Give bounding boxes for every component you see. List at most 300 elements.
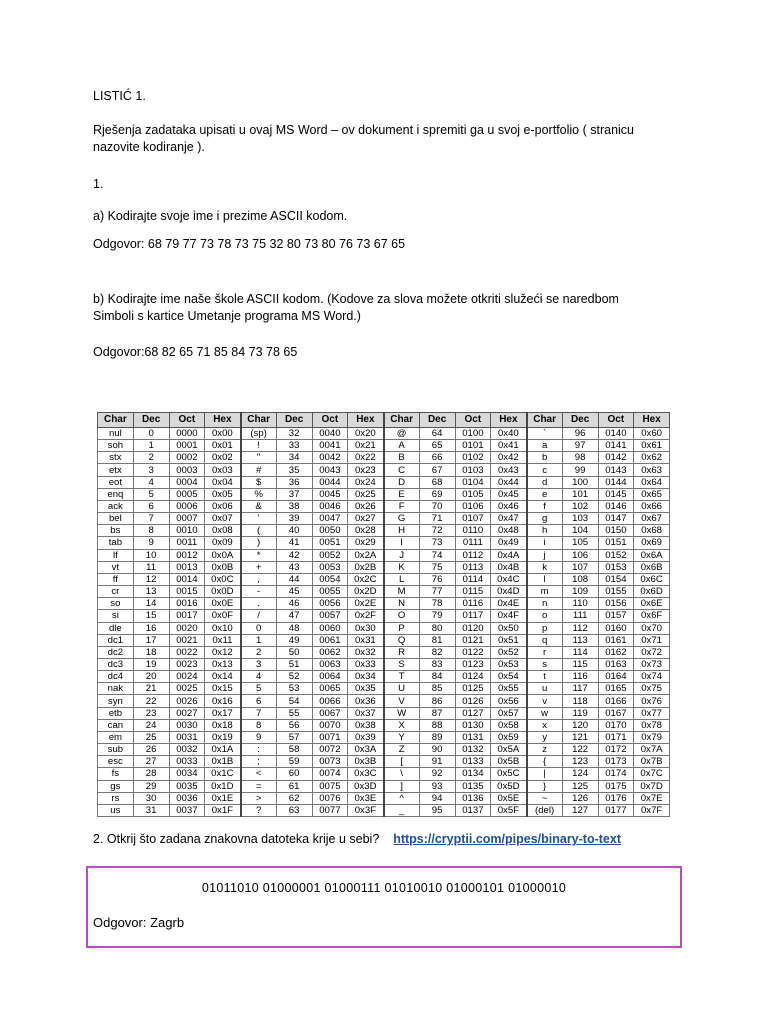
ascii-cell: dc3 [98, 658, 134, 670]
ascii-cell: 0x27 [348, 513, 384, 525]
ascii-cell: 69 [419, 488, 455, 500]
ascii-cell: 0x6E [634, 598, 670, 610]
ascii-cell: 0x39 [348, 731, 384, 743]
ascii-cell: X [384, 719, 420, 731]
ascii-cell: 57 [276, 731, 312, 743]
ascii-cell: 0006 [169, 500, 205, 512]
ascii-cell: p [527, 622, 563, 634]
ascii-cell: V [384, 695, 420, 707]
ascii-cell: 58 [276, 744, 312, 756]
ascii-cell: 107 [562, 561, 598, 573]
ascii-cell: 15 [133, 610, 169, 622]
ascii-cell: I [384, 537, 420, 549]
task-2-answer[interactable]: Odgovor: Zagrb [93, 915, 185, 930]
ascii-cell: 114 [562, 646, 598, 658]
ascii-cell: 0x49 [491, 537, 527, 549]
ascii-cell: 109 [562, 586, 598, 598]
ascii-cell: 0015 [169, 586, 205, 598]
ascii-cell: 0022 [169, 646, 205, 658]
ascii-cell: 0051 [312, 537, 348, 549]
ascii-cell: M [384, 586, 420, 598]
ascii-cell: a [527, 440, 563, 452]
ascii-cell: 0x1E [205, 792, 241, 804]
ascii-cell: 66 [419, 452, 455, 464]
ascii-table-row [98, 476, 670, 488]
ascii-cell: 0x41 [491, 440, 527, 452]
ascii-cell: 0112 [455, 549, 491, 561]
ascii-cell: 0x4D [491, 586, 527, 598]
ascii-cell: } [527, 780, 563, 792]
ascii-cell: 8 [241, 719, 277, 731]
ascii-cell: s [527, 658, 563, 670]
ascii-cell: 0173 [598, 756, 634, 768]
ascii-cell: 0003 [169, 464, 205, 476]
ascii-cell: b [527, 452, 563, 464]
ascii-cell: 0055 [312, 586, 348, 598]
ascii-col-header: Char [527, 413, 563, 428]
ascii-cell: 0x3F [348, 804, 384, 816]
ascii-cell: 61 [276, 780, 312, 792]
ascii-cell: 0154 [598, 573, 634, 585]
ascii-cell: 0x15 [205, 683, 241, 695]
ascii-cell: 102 [562, 500, 598, 512]
ascii-table-row [98, 537, 670, 549]
ascii-table-row [98, 768, 670, 780]
ascii-cell: syn [98, 695, 134, 707]
ascii-cell: 0x78 [634, 719, 670, 731]
ascii-cell: * [241, 549, 277, 561]
ascii-cell: 0x40 [491, 428, 527, 440]
ascii-cell: 0x0C [205, 573, 241, 585]
ascii-cell: 14 [133, 598, 169, 610]
ascii-cell: 117 [562, 683, 598, 695]
ascii-cell: 54 [276, 695, 312, 707]
ascii-cell: ff [98, 573, 134, 585]
ascii-cell: 86 [419, 695, 455, 707]
ascii-cell: 0x47 [491, 513, 527, 525]
ascii-cell: 125 [562, 780, 598, 792]
ascii-cell: tab [98, 537, 134, 549]
task-1a-question: a) Kodirajte svoje ime i prezime ASCII kodom. [93, 209, 348, 223]
ascii-cell: 0x4C [491, 573, 527, 585]
ascii-cell: 91 [419, 756, 455, 768]
ascii-cell: 0053 [312, 561, 348, 573]
ascii-cell: 0043 [312, 464, 348, 476]
ascii-cell: 0120 [455, 622, 491, 634]
ascii-cell: sub [98, 744, 134, 756]
ascii-cell: 68 [419, 476, 455, 488]
ascii-cell: ] [384, 780, 420, 792]
ascii-cell: 0174 [598, 768, 634, 780]
ascii-cell: W [384, 707, 420, 719]
ascii-cell: 0127 [455, 707, 491, 719]
ascii-cell: 70 [419, 500, 455, 512]
ascii-cell: 52 [276, 671, 312, 683]
ascii-cell: % [241, 488, 277, 500]
ascii-cell: esc [98, 756, 134, 768]
ascii-table-row [98, 440, 670, 452]
ascii-cell: 1 [133, 440, 169, 452]
ascii-cell: ! [241, 440, 277, 452]
ascii-cell: 103 [562, 513, 598, 525]
ascii-cell: 106 [562, 549, 598, 561]
ascii-cell: 7 [241, 707, 277, 719]
ascii-cell: 2 [133, 452, 169, 464]
ascii-table-row [98, 452, 670, 464]
ascii-cell: ? [241, 804, 277, 816]
ascii-cell: F [384, 500, 420, 512]
ascii-cell: | [527, 768, 563, 780]
ascii-cell: 19 [133, 658, 169, 670]
task-1b-answer[interactable]: Odgovor:68 82 65 71 85 84 73 78 65 [93, 345, 298, 359]
ascii-cell: 0156 [598, 598, 634, 610]
ascii-cell: 124 [562, 768, 598, 780]
ascii-cell: 0x16 [205, 695, 241, 707]
ascii-cell: 32 [276, 428, 312, 440]
ascii-cell: rs [98, 792, 134, 804]
ascii-cell: & [241, 500, 277, 512]
ascii-cell: , [241, 573, 277, 585]
ascii-table-row [98, 731, 670, 743]
ascii-cell: 0150 [598, 525, 634, 537]
ascii-cell: 83 [419, 658, 455, 670]
ascii-cell: 88 [419, 719, 455, 731]
ascii-cell: 0x42 [491, 452, 527, 464]
ascii-cell: 65 [419, 440, 455, 452]
ascii-cell: 43 [276, 561, 312, 573]
ascii-cell: 0057 [312, 610, 348, 622]
ascii-cell: 0071 [312, 731, 348, 743]
ascii-cell: S [384, 658, 420, 670]
ascii-cell: 6 [241, 695, 277, 707]
ascii-cell: 0x00 [205, 428, 241, 440]
ascii-cell: 63 [276, 804, 312, 816]
ascii-cell: 73 [419, 537, 455, 549]
ascii-cell: (sp) [241, 428, 277, 440]
ascii-cell: 0x64 [634, 476, 670, 488]
ascii-cell: 0x6A [634, 549, 670, 561]
ascii-cell: 0x51 [491, 634, 527, 646]
ascii-cell: 82 [419, 646, 455, 658]
ascii-cell: ^ [384, 792, 420, 804]
ascii-cell: 5 [241, 683, 277, 695]
ascii-cell: 0x74 [634, 671, 670, 683]
ascii-cell: 0x53 [491, 658, 527, 670]
ascii-cell: bel [98, 513, 134, 525]
ascii-cell: 0x75 [634, 683, 670, 695]
ascii-cell: 115 [562, 658, 598, 670]
ascii-cell: 0x2D [348, 586, 384, 598]
ascii-cell: 0103 [455, 464, 491, 476]
ascii-cell: 4 [133, 476, 169, 488]
ascii-cell: so [98, 598, 134, 610]
ascii-table-row [98, 561, 670, 573]
ascii-cell: 93 [419, 780, 455, 792]
ascii-table-row [98, 525, 670, 537]
ascii-table-row [98, 622, 670, 634]
ascii-cell: 47 [276, 610, 312, 622]
ascii-cell: 0x57 [491, 707, 527, 719]
ascii-cell: 25 [133, 731, 169, 743]
ascii-cell: 0x60 [634, 428, 670, 440]
ascii-cell: 0x43 [491, 464, 527, 476]
ascii-cell: l [527, 573, 563, 585]
ascii-cell: 0013 [169, 561, 205, 573]
ascii-cell: # [241, 464, 277, 476]
ascii-cell: 0014 [169, 573, 205, 585]
ascii-cell: 122 [562, 744, 598, 756]
ascii-cell: 3 [241, 658, 277, 670]
ascii-cell: L [384, 573, 420, 585]
ascii-cell: 0x2B [348, 561, 384, 573]
ascii-table-row [98, 646, 670, 658]
ascii-cell: 0x0D [205, 586, 241, 598]
ascii-table-row [98, 671, 670, 683]
instructions-line-2: nazovite kodiranje ). [93, 140, 205, 154]
ascii-cell: f [527, 500, 563, 512]
ascii-cell: 0x73 [634, 658, 670, 670]
ascii-cell: 0x6C [634, 573, 670, 585]
ascii-cell: + [241, 561, 277, 573]
ascii-cell: 0145 [598, 488, 634, 500]
ascii-table-row [98, 804, 670, 816]
ascii-cell: 37 [276, 488, 312, 500]
ascii-cell: 79 [419, 610, 455, 622]
ascii-cell: 0x3D [348, 780, 384, 792]
ascii-cell: 67 [419, 464, 455, 476]
ascii-cell: 0132 [455, 744, 491, 756]
ascii-cell: B [384, 452, 420, 464]
ascii-cell: can [98, 719, 134, 731]
ascii-cell: 0047 [312, 513, 348, 525]
ascii-cell: g [527, 513, 563, 525]
ascii-cell: 48 [276, 622, 312, 634]
ascii-cell: i [527, 537, 563, 549]
ascii-cell: dc4 [98, 671, 134, 683]
ascii-cell: 80 [419, 622, 455, 634]
ascii-cell: 99 [562, 464, 598, 476]
ascii-cell: 0x14 [205, 671, 241, 683]
instructions-line-1: Rješenja zadataka upisati u ovaj MS Word – ov dokument i spremiti ga u svoj e-portfolio ( stranicu [93, 123, 634, 137]
ascii-cell: 22 [133, 695, 169, 707]
ascii-cell: r [527, 646, 563, 658]
ascii-cell: 40 [276, 525, 312, 537]
ascii-col-header: Oct [169, 413, 205, 428]
ascii-cell: 0066 [312, 695, 348, 707]
ascii-cell: 0130 [455, 719, 491, 731]
ascii-cell: 0007 [169, 513, 205, 525]
ascii-cell: 0x7E [634, 792, 670, 804]
ascii-cell: 0x24 [348, 476, 384, 488]
ascii-cell: v [527, 695, 563, 707]
ascii-table-row [98, 610, 670, 622]
ascii-cell: h [527, 525, 563, 537]
ascii-cell: 33 [276, 440, 312, 452]
ascii-cell: 0x0A [205, 549, 241, 561]
ascii-cell: 0160 [598, 622, 634, 634]
ascii-cell: o [527, 610, 563, 622]
ascii-cell: 50 [276, 646, 312, 658]
ascii-cell: 36 [276, 476, 312, 488]
ascii-cell: 0133 [455, 756, 491, 768]
task-1b-question-line-2: Simboli s kartice Umetanje programa MS Word.) [93, 309, 361, 323]
ascii-cell: 0x56 [491, 695, 527, 707]
ascii-cell: 0135 [455, 780, 491, 792]
ascii-cell: 0107 [455, 513, 491, 525]
ascii-cell: 110 [562, 598, 598, 610]
ascii-cell: 0124 [455, 671, 491, 683]
ascii-cell: 0134 [455, 768, 491, 780]
ascii-cell: 0x3C [348, 768, 384, 780]
ascii-cell: 104 [562, 525, 598, 537]
ascii-cell: P [384, 622, 420, 634]
ascii-cell: 0147 [598, 513, 634, 525]
ascii-cell: 0x30 [348, 622, 384, 634]
ascii-cell: 0101 [455, 440, 491, 452]
ascii-table-body [98, 428, 670, 817]
ascii-cell: 0170 [598, 719, 634, 731]
ascii-cell: 92 [419, 768, 455, 780]
ascii-cell: 0153 [598, 561, 634, 573]
ascii-cell: 0x28 [348, 525, 384, 537]
binary-to-text-link[interactable]: https://cryptii.com/pipes/binary-to-text [393, 832, 621, 846]
ascii-cell: 0020 [169, 622, 205, 634]
ascii-table-row [98, 707, 670, 719]
ascii-col-header: Char [241, 413, 277, 428]
ascii-cell: eot [98, 476, 134, 488]
task-1-number: 1. [93, 177, 104, 191]
ascii-cell: 17 [133, 634, 169, 646]
ascii-cell: 112 [562, 622, 598, 634]
ascii-cell: 0152 [598, 549, 634, 561]
ascii-cell: 62 [276, 792, 312, 804]
ascii-col-header: Hex [634, 413, 670, 428]
ascii-col-header: Hex [491, 413, 527, 428]
ascii-cell: 0137 [455, 804, 491, 816]
ascii-cell: 0x65 [634, 488, 670, 500]
ascii-cell: 0x48 [491, 525, 527, 537]
ascii-cell: 0105 [455, 488, 491, 500]
ascii-cell: 0x03 [205, 464, 241, 476]
ascii-cell: N [384, 598, 420, 610]
ascii-cell: 55 [276, 707, 312, 719]
ascii-cell: 0x5C [491, 768, 527, 780]
ascii-cell: 90 [419, 744, 455, 756]
ascii-cell: 0042 [312, 452, 348, 464]
ascii-col-header: Char [98, 413, 134, 428]
ascii-cell: 94 [419, 792, 455, 804]
ascii-cell: m [527, 586, 563, 598]
ascii-cell: R [384, 646, 420, 658]
ascii-cell: 0046 [312, 500, 348, 512]
ascii-cell: U [384, 683, 420, 695]
ascii-cell: 0x37 [348, 707, 384, 719]
ascii-cell: Q [384, 634, 420, 646]
ascii-cell: 0177 [598, 804, 634, 816]
ascii-col-header: Dec [562, 413, 598, 428]
ascii-cell: E [384, 488, 420, 500]
task-1a-answer[interactable]: Odgovor: 68 79 77 73 78 73 75 32 80 73 80 76 73 67 65 [93, 237, 406, 251]
ascii-cell: 26 [133, 744, 169, 756]
ascii-cell: 0x2A [348, 549, 384, 561]
ascii-table-row [98, 573, 670, 585]
ascii-cell: 0x67 [634, 513, 670, 525]
ascii-cell: 0x06 [205, 500, 241, 512]
ascii-cell: 23 [133, 707, 169, 719]
ascii-cell: > [241, 792, 277, 804]
ascii-cell: 0x1A [205, 744, 241, 756]
ascii-cell: 0x0E [205, 598, 241, 610]
ascii-cell: 0x09 [205, 537, 241, 549]
ascii-cell: 0x2E [348, 598, 384, 610]
ascii-cell: 0x35 [348, 683, 384, 695]
ascii-cell: 0x6F [634, 610, 670, 622]
ascii-cell: 0010 [169, 525, 205, 537]
ascii-col-header: Char [384, 413, 420, 428]
ascii-cell: 72 [419, 525, 455, 537]
ascii-cell: z [527, 744, 563, 756]
ascii-cell: 0000 [169, 428, 205, 440]
ascii-cell: 0x44 [491, 476, 527, 488]
ascii-cell: 0x62 [634, 452, 670, 464]
ascii-cell: 0x10 [205, 622, 241, 634]
ascii-cell: 0073 [312, 756, 348, 768]
ascii-cell: J [384, 549, 420, 561]
ascii-table-header [98, 413, 670, 428]
ascii-cell: 0001 [169, 440, 205, 452]
ascii-cell: 0x0F [205, 610, 241, 622]
ascii-cell: 0x13 [205, 658, 241, 670]
ascii-table-row [98, 549, 670, 561]
ascii-cell: 53 [276, 683, 312, 695]
ascii-cell: 0x5B [491, 756, 527, 768]
ascii-cell: 64 [419, 428, 455, 440]
ascii-cell: 0146 [598, 500, 634, 512]
ascii-col-header: Dec [276, 413, 312, 428]
ascii-cell: 0x38 [348, 719, 384, 731]
ascii-cell: 0x7F [634, 804, 670, 816]
ascii-cell: 0x4F [491, 610, 527, 622]
ascii-cell: 0x23 [348, 464, 384, 476]
ascii-cell: c [527, 464, 563, 476]
ascii-cell: _ [384, 804, 420, 816]
ascii-cell: 0163 [598, 658, 634, 670]
ascii-cell: em [98, 731, 134, 743]
ascii-cell: 0126 [455, 695, 491, 707]
ascii-cell: 0x77 [634, 707, 670, 719]
ascii-cell: C [384, 464, 420, 476]
ascii-cell: 0104 [455, 476, 491, 488]
ascii-cell: 59 [276, 756, 312, 768]
ascii-cell: 0166 [598, 695, 634, 707]
ascii-cell: 35 [276, 464, 312, 476]
ascii-cell: 0x5F [491, 804, 527, 816]
ascii-cell: 4 [241, 671, 277, 683]
ascii-table-row [98, 719, 670, 731]
ascii-col-header: Dec [133, 413, 169, 428]
ascii-cell: . [241, 598, 277, 610]
ascii-cell: 0x07 [205, 513, 241, 525]
ascii-cell: 0035 [169, 780, 205, 792]
ascii-cell: - [241, 586, 277, 598]
ascii-cell: 0123 [455, 658, 491, 670]
ascii-cell: 60 [276, 768, 312, 780]
ascii-cell: 0x61 [634, 440, 670, 452]
ascii-cell: 0x63 [634, 464, 670, 476]
ascii-cell: 0016 [169, 598, 205, 610]
ascii-cell: bs [98, 525, 134, 537]
ascii-table-row [98, 428, 670, 440]
